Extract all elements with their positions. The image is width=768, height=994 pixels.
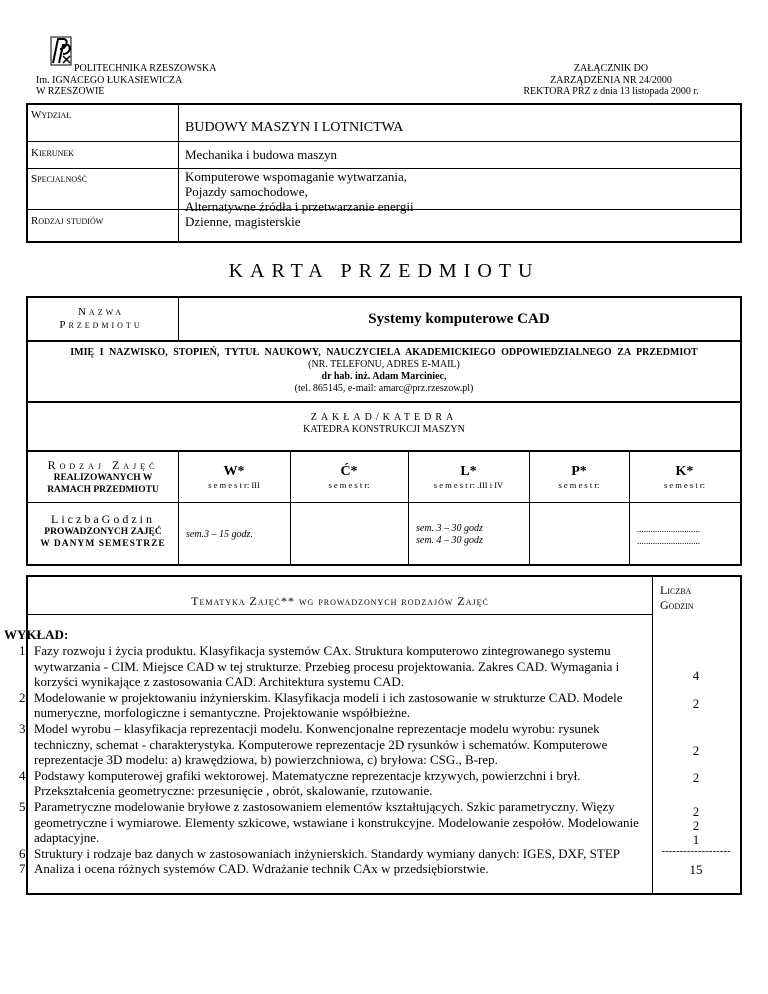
hours-l-line: sem. 3 – 30 godz — [416, 523, 483, 534]
class-type-p — [529, 464, 629, 490]
lecture-heading: WYKŁAD: — [4, 627, 69, 642]
class-type-code: P* — [571, 464, 587, 479]
topic-hours: 4 — [692, 668, 700, 683]
class-type-l — [408, 464, 529, 490]
specialty-values — [185, 169, 414, 214]
class-types-label — [28, 459, 178, 496]
faculty-value: BUDOWY MASZYN I LOTNICTWA — [185, 120, 404, 135]
hours-label — [28, 513, 178, 550]
attachment-line-2: ZARZĄDZENIA NR 24/2000 — [550, 74, 672, 86]
class-type-code: W* — [223, 464, 245, 479]
teacher-box — [26, 340, 742, 403]
teacher-name: dr hab. inż. Adam Marciniec, — [321, 371, 447, 382]
teacher-subheading: (NR. TELEFONU, ADRES E-MAIL) — [308, 359, 460, 370]
hours-k-line: ............................ — [637, 536, 700, 546]
class-type-semester: s e m e s t r: — [328, 480, 370, 490]
university-patron: Im. IGNACEGO ŁUKASIEWICZA — [36, 74, 183, 86]
lecture-content — [4, 627, 654, 877]
topics-box — [4, 575, 742, 895]
class-type-semester: s e m e s t r: .III i IV — [433, 480, 504, 490]
class-types-label-line2: REALIZOWANYCH W — [53, 473, 153, 483]
card-title: KARTA PRZEDMIOTU — [228, 260, 540, 282]
attachment-header — [496, 63, 726, 98]
hours-w: sem.3 – 15 godz. — [186, 529, 253, 540]
department-box — [26, 402, 742, 452]
lecture-topics-list — [4, 643, 654, 877]
hours-label-line3: W DANYM SEMESTRZE — [40, 539, 166, 549]
class-type-code: L* — [460, 464, 477, 479]
attachment-line-1: ZAŁĄCZNIK DO — [573, 63, 649, 74]
hours-k-line: ............................ — [637, 524, 700, 534]
subject-box — [26, 296, 742, 341]
specialty-item: Komputerowe wspomaganie wytwarzania, — [185, 169, 408, 184]
field-label: Kierunek — [31, 147, 75, 159]
field-value: Mechanika i budowa maszyn — [185, 147, 337, 162]
hours-l-line: sem. 4 – 30 godz — [416, 535, 483, 546]
study-type-label: Rodzaj studiów — [31, 215, 104, 227]
university-city: W RZESZOWIE — [36, 86, 105, 97]
teacher-contact: (tel. 865145, e-mail: amarc@prz.rzeszow.pl) — [294, 383, 474, 394]
hours-label-line1: LiczbaGodzin — [51, 512, 155, 526]
university-name: POLITECHNIKA RZESZOWSKA — [74, 63, 217, 74]
faculty-label: Wydział — [31, 109, 72, 121]
topic-hours: 2 — [692, 818, 700, 833]
specialty-label: Specjalność — [31, 173, 87, 185]
topic-hours: 2 — [692, 743, 700, 758]
department-name: KATEDRA KONSTRUKCJI MASZYN — [303, 424, 465, 435]
class-type-code: K* — [675, 464, 694, 479]
hours-count-heading-line2: Godzin — [660, 598, 694, 612]
specialty-item: Pojazdy samochodowe, — [185, 184, 308, 199]
class-type-semester: s e m e s t r: — [663, 480, 706, 490]
topics-heading: Tematyka Zajęć** wg prowadzonych rodzajów Zajęć — [191, 594, 489, 608]
hours-label-line2: PROWADZONYCH ZAJĘĆ — [44, 527, 162, 537]
study-type-value: Dzienne, magisterskie — [185, 214, 301, 229]
topic-hours: 1 — [692, 832, 700, 847]
lecture-topic: 5. Parametryczne modelowanie bryłowe z zastosowaniem elementów kształtujących. Szkic parametryczny. Więzy geometryczne i wymiarowe. Elementy szkicowe, wstawiane i konstrukcyjne. Modelowanie zespołów. Modelowanie adaptacyjne. — [32, 799, 654, 846]
department-heading: ZAKŁAD/KATEDRA — [310, 412, 458, 423]
lecture-topic: 6. Struktury i rodzaje baz danych w zastosowaniach inżynierskich. Standardy wymiany danych: IGES, DXF, STEP — [32, 846, 654, 862]
hours-count-heading-line1: Liczba — [660, 583, 692, 597]
class-type-c — [290, 464, 408, 490]
hours-k — [637, 523, 700, 547]
lecture-topic: 4. Podstawy komputerowej grafiki wektorowej. Matematyczne reprezentacje krzywych, powierzchni i brył. Przekształcenia geometryczne: przesunięcie , obrót, skalowanie, rzutowanie. — [32, 768, 654, 799]
topic-hours: 2 — [692, 696, 700, 711]
subject-label — [46, 306, 156, 332]
teacher-heading: IMIĘ I NAZWISKO, STOPIEŃ, TYTUŁ NAUKOWY, NAUCZYCIELA AKADEMICKIEGO ODPOWIEDZIALNEGO ZA PRZEDMIOT — [70, 347, 698, 358]
class-types-label-line1: Rodzaj Zajęć — [47, 458, 159, 472]
lecture-topic: 7. Analiza i ocena różnych systemów CAD. Wdrażanie technik CAx w przedsiębiorstwie. — [32, 861, 654, 877]
class-type-k — [629, 464, 740, 490]
class-type-w — [178, 464, 290, 490]
class-type-code: Ć* — [340, 464, 358, 479]
lecture-topic: 3. Model wyrobu – klasyfikacja reprezentacji modelu. Konwencjonalne reprezentacje modelu wyrobu: rysunek techniczny, schemat - charakterystyka. Komputerowe reprezentacje 2D rysunków i schematów. Komputerowe reprezentacje 3D modelu: a) krawędziowa, b) powierzchniowa, c) bryłowa: CSG., B-rep. — [32, 721, 654, 768]
lecture-topic: 2. Modelowanie w projektowaniu inżynierskim. Klasyfikacja modeli i ich zastosowanie w strukturze CAD. Modele numeryczne, morfologiczne i semantyczne. Projektowanie współbieżne. — [32, 690, 654, 721]
class-types-table — [26, 451, 742, 566]
hours-l — [416, 523, 483, 547]
subject-label-line2: Przedmiotu — [59, 319, 143, 331]
university-header — [36, 63, 217, 98]
class-type-semester: s e m e s t r: — [558, 480, 600, 490]
hours-separator: ------------------- — [661, 845, 731, 857]
class-type-semester: s e m e s t r: III — [208, 480, 260, 490]
hours-count-heading — [660, 583, 694, 613]
attachment-line-3: REKTORA PRZ z dnia 13 listopada 2000 r. — [523, 86, 699, 97]
hours-total: 15 — [689, 862, 703, 877]
subject-name: Systemy komputerowe CAD — [368, 311, 550, 327]
info-table — [26, 103, 742, 243]
lecture-topic: 1. Fazy rozwoju i życia produktu. Klasyfikacja systemów CAx. Struktura komputerowo zintegrowanego systemu wytwarzania - CIM. Miejsce CAD w tej strukturze. Przebieg procesu projektowania. Zakres CAD. Wymagania i korzyści wynikające z zastosowania CAD. Architektura systemu CAD. — [32, 643, 654, 690]
topic-hours: 2 — [692, 804, 700, 819]
university-logo — [50, 36, 72, 66]
specialty-item: Alternatywne źródła i przetwarzanie energii — [185, 199, 414, 214]
subject-label-line1: Nazwa — [77, 306, 125, 318]
class-types-label-line3: RAMACH PRZEDMIOTU — [47, 485, 159, 495]
topic-hours: 2 — [692, 770, 700, 785]
